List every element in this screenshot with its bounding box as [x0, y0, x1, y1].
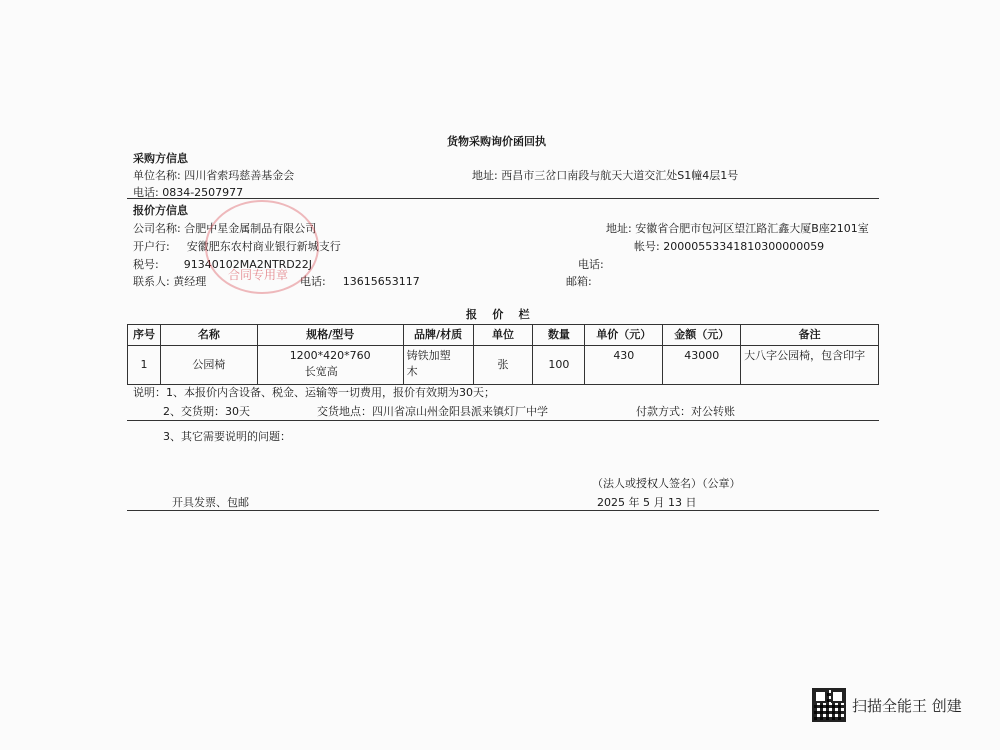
- supplier-company-value: 合肥中星金属制品有限公司: [184, 222, 317, 235]
- supplier-email-label: 邮箱:: [566, 275, 592, 288]
- note-delivery-place: 交货地点：四川省凉山州金阳县派来镇灯厂中学: [317, 405, 548, 418]
- company-seal-text: 合同专用章: [228, 268, 289, 282]
- supplier-contact-row: [133, 273, 206, 289]
- buyer-section-heading: 采购方信息: [133, 152, 188, 165]
- cell-note: 大八字公园椅，包含印字: [741, 346, 879, 385]
- signature-label: （法人或授权人签名）（公章）: [592, 477, 741, 490]
- cell-spec-line2: 长宽高: [304, 365, 338, 378]
- supplier-account-value: 20000553341810300000059: [663, 240, 825, 253]
- buyer-divider: [127, 198, 879, 199]
- quote-table: [127, 324, 879, 385]
- header-name: 名称: [160, 325, 257, 346]
- supplier-tax-value: 91340102MA2NTRD22J: [183, 258, 313, 271]
- supplier-contact-value: 黄经理: [173, 275, 207, 288]
- cell-spec: [257, 346, 403, 385]
- supplier-phone-row: [300, 273, 420, 289]
- buyer-unit-label: 单位名称:: [133, 169, 181, 182]
- bottom-divider: [127, 510, 879, 511]
- note-line-3: 3、其它需要说明的问题：: [163, 430, 291, 443]
- table-row: [128, 346, 879, 385]
- cell-index: 1: [128, 346, 161, 385]
- supplier-contact-label: 联系人:: [133, 275, 170, 288]
- cell-brand-line1: 铸铁加塑: [406, 349, 451, 362]
- buyer-address-row: [472, 167, 738, 183]
- header-index: 序号: [128, 325, 161, 346]
- supplier-account-row: [634, 238, 824, 254]
- header-brand: 品牌/材质: [403, 325, 473, 346]
- header-amount: 金额（元）: [663, 325, 741, 346]
- cell-spec-line1: 1200*420*760: [289, 349, 371, 362]
- signature-date: 2025 年 5 月 13 日: [597, 496, 697, 509]
- supplier-phone-label: 电话:: [300, 275, 326, 288]
- cell-amount: 43000: [663, 346, 741, 385]
- cell-price: 430: [585, 346, 663, 385]
- supplier-company-label: 公司名称:: [133, 222, 181, 235]
- supplier-address-label: 地址:: [606, 222, 632, 235]
- supplier-phone-value: 13615653117: [342, 275, 420, 288]
- buyer-phone-label: 电话:: [133, 186, 159, 199]
- supplier-bank-row: [133, 238, 341, 254]
- cell-unit: 张: [473, 346, 533, 385]
- supplier-phone2-label: 电话:: [578, 258, 604, 271]
- note-extra: 开具发票、包邮: [172, 496, 249, 509]
- buyer-unit-value: 四川省索玛慈善基金会: [184, 169, 295, 182]
- document-title: 货物采购询价函回执: [447, 135, 546, 148]
- buyer-phone-value: 0834-2507977: [162, 186, 244, 199]
- header-qty: 数量: [533, 325, 585, 346]
- supplier-account-label: 帐号:: [634, 240, 660, 253]
- cell-brand: [403, 346, 473, 385]
- header-note: 备注: [741, 325, 879, 346]
- cell-name: 公园椅: [160, 346, 257, 385]
- scanner-watermark: 扫描全能王 创建: [852, 697, 962, 715]
- quote-heading: 报 价 栏: [466, 308, 530, 321]
- header-unit: 单位: [473, 325, 533, 346]
- buyer-unit-row: [133, 167, 294, 183]
- note-payment: 付款方式：对公转账: [636, 405, 735, 418]
- note-delivery-time: 2、交货期：30天: [163, 405, 250, 418]
- note-line-1: 说明：1、本报价内含设备、税金、运输等一切费用，报价有效期为30天；: [133, 386, 495, 399]
- supplier-company-row: [133, 220, 316, 236]
- supplier-section-heading: 报价方信息: [133, 204, 188, 217]
- supplier-tax-label: 税号:: [133, 258, 159, 271]
- cell-qty: 100: [533, 346, 585, 385]
- buyer-address-label: 地址:: [472, 169, 498, 182]
- quote-header-row: [128, 325, 879, 346]
- supplier-address-value: 安徽省合肥市包河区望江路汇鑫大厦B座2101室: [635, 222, 869, 235]
- header-price: 单价（元）: [585, 325, 663, 346]
- cell-brand-line2: 木: [406, 365, 418, 378]
- header-spec: 规格/型号: [257, 325, 403, 346]
- qr-code-icon: [812, 688, 846, 722]
- buyer-address-value: 西昌市三岔口南段与航天大道交汇处S1幢4层1号: [501, 169, 739, 182]
- notes-divider: [127, 420, 879, 421]
- supplier-bank-label: 开户行:: [133, 240, 170, 253]
- supplier-bank-value: 安徽肥东农村商业银行新城支行: [186, 240, 341, 253]
- supplier-address-row: [606, 220, 869, 236]
